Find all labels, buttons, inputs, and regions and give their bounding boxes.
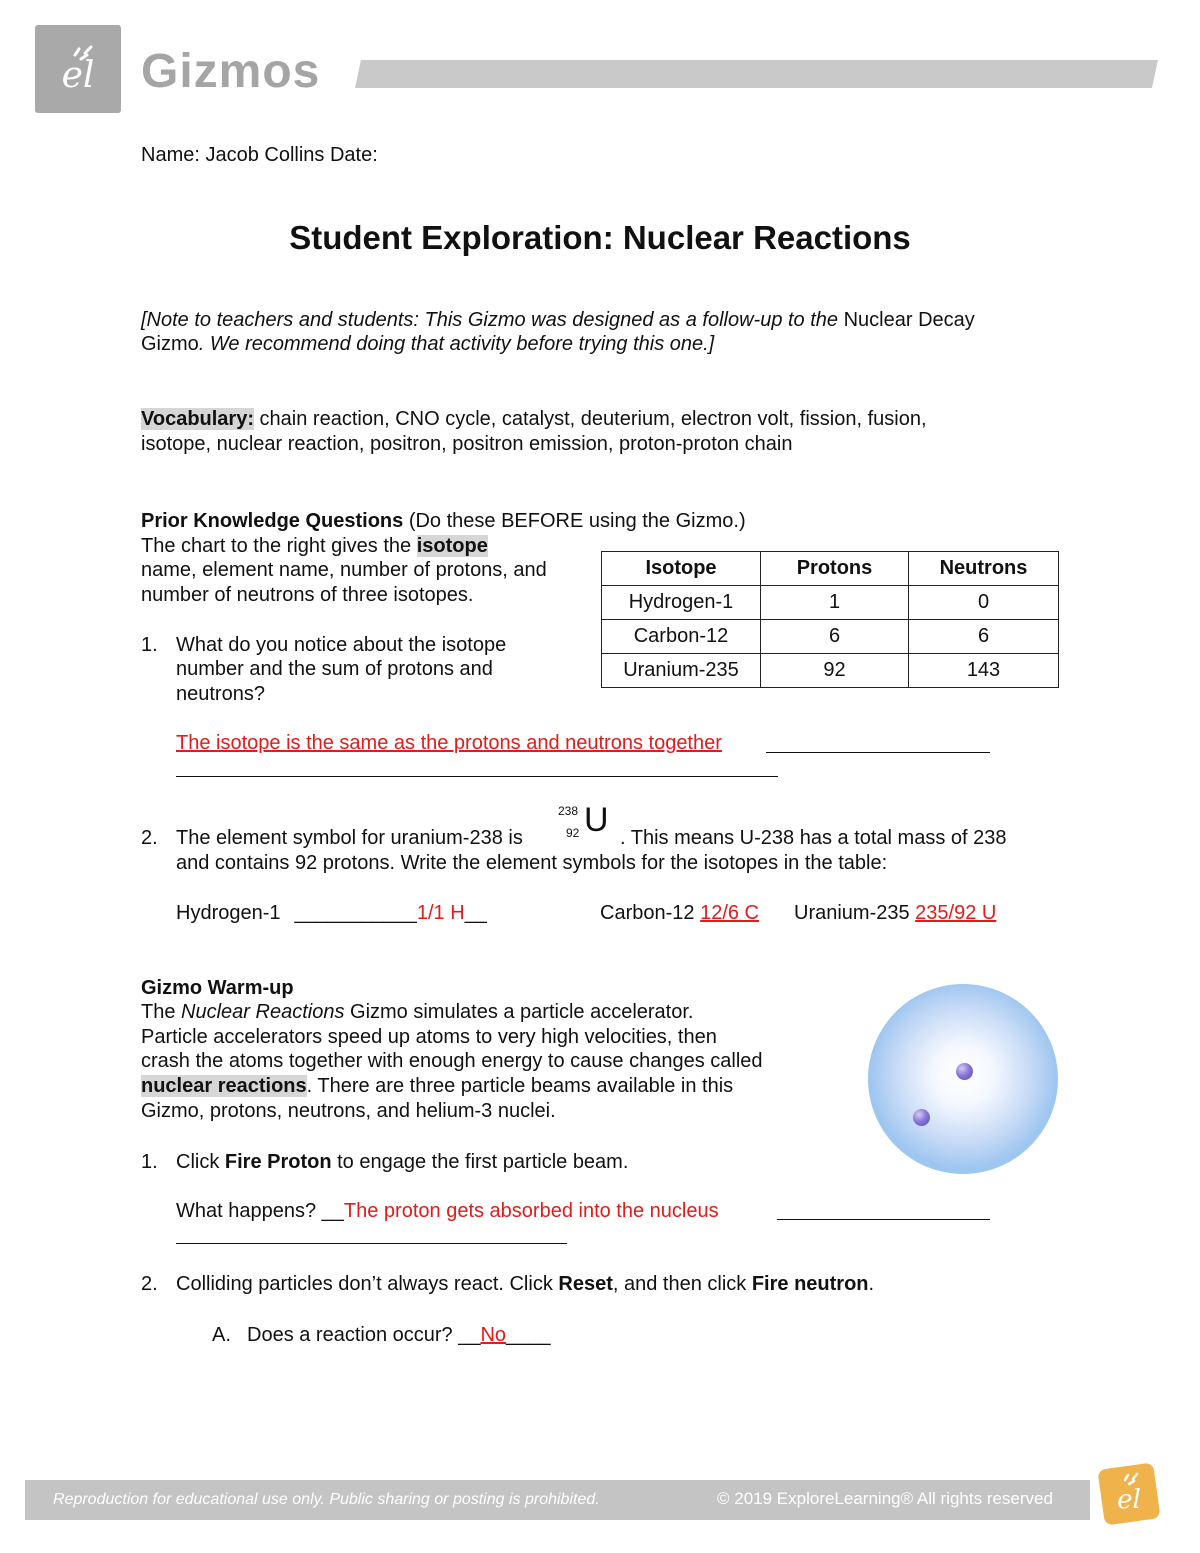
answer-blank-rule [766,752,990,753]
footer-copyright: © 2019 ExploreLearning® All rights reserved [717,1489,1053,1508]
uranium-element-symbol: U [584,801,609,839]
vocabulary-line1: Vocabulary: chain reaction, CNO cycle, catalyst, deuterium, electron volt, fission, fusion, [141,408,927,430]
uranium-answer[interactable]: 235/92 U [915,902,997,924]
page-title: Student Exploration: Nuclear Reactions [289,219,911,256]
table-cell: 1 [761,586,909,620]
prior-intro-line3: number of neutrons of three isotopes. [141,584,474,606]
table-cell: 6 [909,620,1059,654]
prior-knowledge-heading: Prior Knowledge Questions (Do these BEFORE using the Gizmo.) [141,510,746,532]
question-number: 1. [141,634,158,656]
table-cell: 92 [761,654,909,688]
warmup-question-2: Colliding particles don’t always react. Click Reset, and then click Fire neutron. [176,1273,875,1295]
uranium-mass-number: 238 [558,804,579,818]
el-logo-icon [35,25,121,113]
vocabulary-line2: isotope, nuclear reaction, positron, positron emission, proton-proton chain [141,433,793,455]
student-name-line: Name: Jacob Collins Date: [141,144,378,166]
column-header: Protons [761,552,909,586]
uranium-symbol-row: Uranium-235 235/92 U [794,902,997,924]
prior-intro-line2: name, element name, number of protons, and [141,559,547,581]
isotope-table [601,551,1059,688]
carbon-answer[interactable]: 12/6 C [700,902,760,924]
footer-disclaimer: Reproduction for educational use only. Public sharing or posting is prohibited. [53,1491,600,1508]
warmup-question-2a: Does a reaction occur? __No____ [247,1324,551,1346]
table-cell: 6 [761,620,909,654]
table-cell: 0 [909,586,1059,620]
answer-blank-rule [176,1243,567,1244]
hydrogen-answer[interactable]: 1/1 H [416,902,465,924]
question-1-line1: What do you notice about the isotope [176,634,507,656]
svg-text:el: el [1117,1485,1141,1515]
table-row [602,620,1059,654]
warmup-line2: Particle accelerators speed up atoms to very high velocities, then [141,1026,717,1048]
el-badge-icon [1095,1460,1163,1528]
teacher-note-line1: [Note to teachers and students: This Gizmo was designed as a follow-up to the Nuclear Decay [141,309,975,331]
table-cell: 143 [909,654,1059,688]
gizmos-brand: Gizmos [141,45,321,98]
answer-blank-rule [176,776,778,777]
table-header-row [602,552,1059,586]
warmup-line1: The Nuclear Reactions Gizmo simulates a particle accelerator. [141,1001,694,1023]
answer-blank-rule [777,1219,990,1220]
column-header: Neutrons [909,552,1059,586]
question-2-line2: and contains 92 protons. Write the element symbols for the isotopes in the table: [176,852,888,874]
question-number: 1. [141,1151,158,1173]
warmup-question-2a-answer[interactable]: No [480,1324,507,1346]
question-2-line1-post: . This means U-238 has a total mass of 238 [620,827,1007,849]
table-cell: Carbon-12 [602,620,761,654]
particle-dot [956,1063,973,1080]
question-2-line1-pre: The element symbol for uranium-238 is [176,827,523,849]
teacher-note-line2: Gizmo. We recommend doing that activity before trying this one.] [141,333,715,355]
warmup-line4: nuclear reactions. There are three particle beams available in this [141,1075,734,1097]
what-happens-row: What happens? __The proton gets absorbed into the nucleus [176,1200,719,1222]
table-row [602,586,1059,620]
particle-dot [913,1109,930,1126]
table-row [602,654,1059,688]
sub-question-label: A. [212,1324,231,1346]
hydrogen-symbol-row: Hydrogen-1 ___________1/1 H__ [176,902,487,924]
question-number: 2. [141,1273,158,1295]
question-1-line2: number and the sum of protons and [176,658,493,680]
warmup-line3: crash the atoms together with enough energy to cause changes called [141,1050,763,1072]
question-number: 2. [141,827,158,849]
svg-text:el: el [61,55,95,96]
warmup-heading: Gizmo Warm-up [141,977,294,999]
question-1-answer[interactable]: The isotope is the same as the protons and neutrons together [176,732,722,754]
warmup-line5: Gizmo, protons, neutrons, and helium-3 nuclei. [141,1100,556,1122]
table-cell: Uranium-235 [602,654,761,688]
column-header: Isotope [602,552,761,586]
table-cell: Hydrogen-1 [602,586,761,620]
prior-intro-line1: The chart to the right gives the isotope [141,535,488,557]
header-bar [355,60,1158,88]
warmup-question-1: Click Fire Proton to engage the first particle beam. [176,1151,629,1173]
explorelearning-logo [35,25,121,113]
uranium-atomic-number: 92 [566,826,580,840]
carbon-symbol-row: Carbon-12 12/6 C [600,902,760,924]
question-1-line3: neutrons? [176,683,265,705]
warmup-question-1-answer[interactable]: The proton gets absorbed into the nucleus [343,1200,719,1222]
